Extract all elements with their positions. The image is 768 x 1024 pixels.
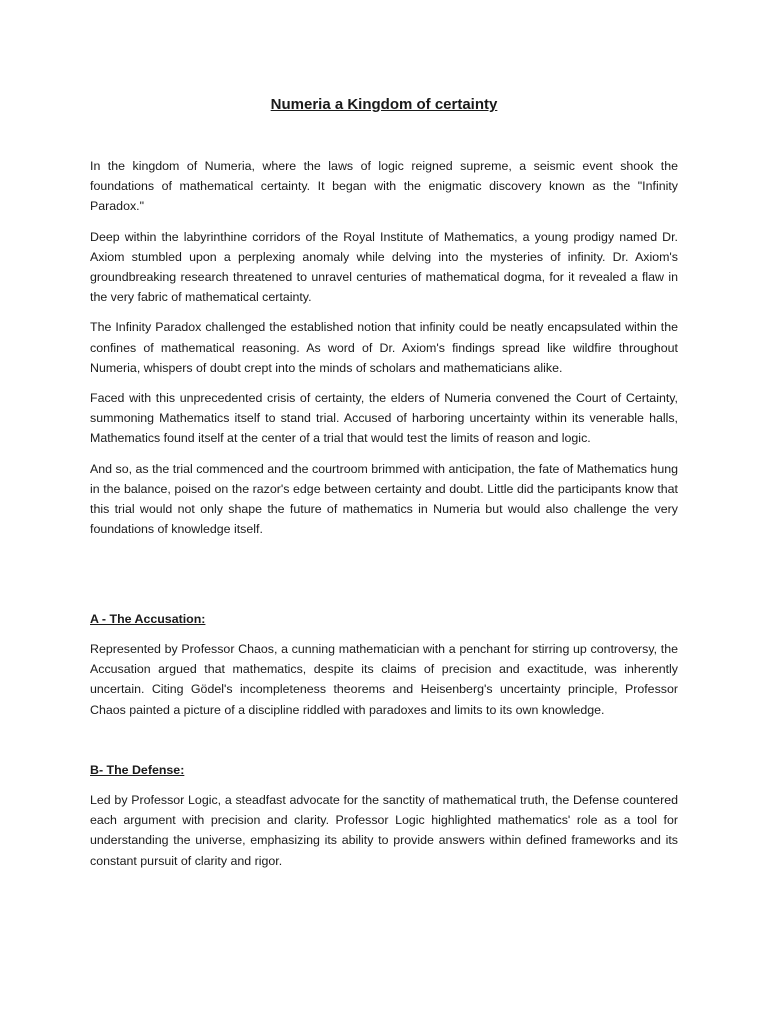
defense-heading: B- The Defense: [90,763,185,777]
defense-paragraph: Led by Professor Logic, a steadfast advocate for the sanctity of mathematical truth, the Defense countered each argument with precision and clarity. Professor Logic highlighted mathematics' role as a tool for understanding the universe, emphasizing its ability to provide answers within defined frameworks and its constant pursuit of clarity and rigor. [90,793,678,868]
intro-paragraph-2: Deep within the labyrinthine corridors of the Royal Institute of Mathematics, a young prodigy named Dr. Axiom stumbled upon a perplexing anomaly while delving into the mysteries of infinity. Dr. Axiom's groundbreaking research threatened to unravel centuries of mathematical dogma, for it revealed a flaw in the very fabric of mathematical certainty. [90,229,678,305]
accusation-paragraph: Represented by Professor Chaos, a cunning mathematician with a penchant for stirring up controversy, the Accusation argued that mathematics, despite its claims of precision and exactitude, was inherently uncertain. Citing Gödel's incompleteness theorems and Heisenberg's uncertainty principle, Professor Chaos painted a picture of a discipline riddled with paradoxes and limits to its own knowledge. [90,642,678,717]
accusation-heading: A - The Accusation: [90,612,206,626]
accusation-section [90,639,678,730]
document-title [90,95,678,115]
document-title-text: Numeria a Kingdom of certainty [270,96,498,113]
intro-paragraph-5: And so, as the trial commenced and the courtroom brimmed with anticipation, the fate of Mathematics hung in the balance, poised on the razor's edge between certainty and doubt. Little did the participants know that this trial would not only shape the future of mathematics in Numeria but would also challenge the very foundations of knowledge itself. [90,461,678,537]
intro-paragraph-4: Faced with this unprecedented crisis of certainty, the elders of Numeria convened the Court of Certainty, summoning Mathematics itself to stand trial. Accused of harboring uncertainty within its venerable halls, Mathematics found itself at the center of a trial that would test the limits of reason and logic. [90,391,678,446]
intro-paragraph-3: The Infinity Paradox challenged the established notion that infinity could be neatly encapsulated within the confines of mathematical reasoning. As word of Dr. Axiom's findings spread like wildfire throughout Numeria, whispers of doubt crept into the minds of scholars and mathematicians alike. [90,320,678,375]
intro-section [90,156,678,549]
defense-section [90,790,678,881]
intro-paragraph-1: In the kingdom of Numeria, where the laws of logic reigned supreme, a seismic event shook the foundations of mathematical certainty. It began with the enigmatic discovery known as the "Infinity Paradox." [90,159,678,214]
